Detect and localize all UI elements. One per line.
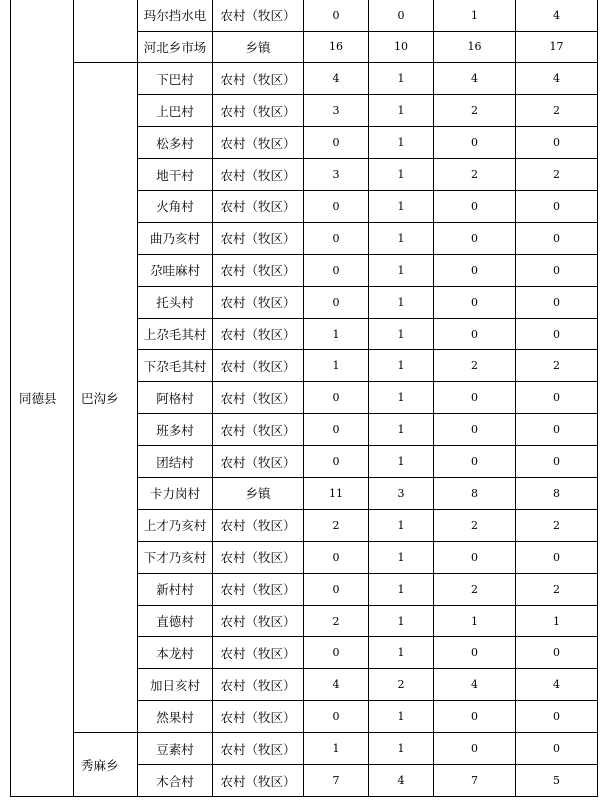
village-name-cell: 加日亥村 [138, 669, 213, 701]
area-type-cell: 农村（牧区） [213, 573, 304, 605]
value-cell: 8 [434, 478, 516, 510]
value-cell: 1 [369, 701, 434, 733]
area-type-cell: 农村（牧区） [213, 446, 304, 478]
value-cell: 0 [516, 382, 598, 414]
value-cell: 0 [304, 127, 369, 159]
value-cell: 2 [304, 605, 369, 637]
village-name-cell: 河北乡市场 [138, 31, 213, 63]
area-type-cell: 农村（牧区） [213, 159, 304, 191]
table-body [11, 0, 598, 797]
village-name-cell: 下才乃亥村 [138, 541, 213, 573]
value-cell: 0 [434, 222, 516, 254]
value-cell: 0 [516, 541, 598, 573]
value-cell: 1 [304, 318, 369, 350]
value-cell: 0 [434, 382, 516, 414]
area-type-cell: 农村（牧区） [213, 254, 304, 286]
area-type-cell: 农村（牧区） [213, 127, 304, 159]
area-type-cell: 乡镇 [213, 31, 304, 63]
value-cell: 0 [516, 127, 598, 159]
value-cell: 0 [304, 637, 369, 669]
village-name-cell: 火角村 [138, 191, 213, 223]
area-type-cell: 农村（牧区） [213, 637, 304, 669]
value-cell: 2 [516, 159, 598, 191]
value-cell: 4 [304, 669, 369, 701]
value-cell: 0 [516, 318, 598, 350]
value-cell: 2 [434, 573, 516, 605]
value-cell: 1 [434, 0, 516, 31]
value-cell: 2 [369, 669, 434, 701]
township-cell: 巴沟乡 [74, 63, 138, 733]
county-cell: 同德县 [11, 0, 74, 797]
village-name-cell: 玛尔挡水电 [138, 0, 213, 31]
value-cell: 0 [516, 286, 598, 318]
value-cell: 4 [516, 669, 598, 701]
village-name-cell: 卡力岗村 [138, 478, 213, 510]
village-name-cell: 托头村 [138, 286, 213, 318]
data-table-container [10, 0, 597, 797]
value-cell: 0 [516, 701, 598, 733]
value-cell: 4 [516, 0, 598, 31]
value-cell: 0 [304, 286, 369, 318]
value-cell: 0 [369, 0, 434, 31]
value-cell: 4 [516, 63, 598, 95]
area-type-cell: 农村（牧区） [213, 222, 304, 254]
value-cell: 1 [369, 191, 434, 223]
value-cell: 0 [304, 701, 369, 733]
area-type-cell: 农村（牧区） [213, 765, 304, 797]
area-type-cell: 农村（牧区） [213, 318, 304, 350]
area-type-cell: 农村（牧区） [213, 191, 304, 223]
value-cell: 1 [369, 414, 434, 446]
value-cell: 1 [369, 382, 434, 414]
value-cell: 1 [369, 222, 434, 254]
value-cell: 0 [434, 254, 516, 286]
village-data-table [10, 0, 598, 797]
value-cell: 0 [516, 414, 598, 446]
value-cell: 2 [434, 159, 516, 191]
value-cell: 1 [369, 541, 434, 573]
value-cell: 0 [434, 127, 516, 159]
area-type-cell: 农村（牧区） [213, 95, 304, 127]
value-cell: 1 [369, 350, 434, 382]
value-cell: 0 [304, 446, 369, 478]
village-name-cell: 木合村 [138, 765, 213, 797]
value-cell: 1 [369, 733, 434, 765]
value-cell: 7 [434, 765, 516, 797]
village-name-cell: 本龙村 [138, 637, 213, 669]
value-cell: 0 [516, 733, 598, 765]
value-cell: 0 [434, 701, 516, 733]
value-cell: 2 [434, 95, 516, 127]
village-name-cell: 直德村 [138, 605, 213, 637]
area-type-cell: 农村（牧区） [213, 669, 304, 701]
value-cell: 0 [304, 0, 369, 31]
township-cell: 秀麻乡 [74, 733, 138, 797]
table-row [11, 63, 598, 95]
value-cell: 0 [434, 318, 516, 350]
village-name-cell: 地干村 [138, 159, 213, 191]
value-cell: 7 [304, 765, 369, 797]
village-name-cell: 上尕毛其村 [138, 318, 213, 350]
area-type-cell: 农村（牧区） [213, 605, 304, 637]
village-name-cell: 然果村 [138, 701, 213, 733]
area-type-cell: 农村（牧区） [213, 286, 304, 318]
value-cell: 0 [516, 254, 598, 286]
table-row [11, 733, 598, 765]
value-cell: 1 [369, 446, 434, 478]
value-cell: 0 [434, 733, 516, 765]
village-name-cell: 豆素村 [138, 733, 213, 765]
village-name-cell: 班多村 [138, 414, 213, 446]
village-name-cell: 下尕毛其村 [138, 350, 213, 382]
value-cell: 3 [304, 159, 369, 191]
village-name-cell: 下巴村 [138, 63, 213, 95]
village-name-cell: 阿格村 [138, 382, 213, 414]
value-cell: 0 [304, 573, 369, 605]
value-cell: 8 [516, 478, 598, 510]
value-cell: 16 [304, 31, 369, 63]
village-name-cell: 曲乃亥村 [138, 222, 213, 254]
value-cell: 0 [434, 541, 516, 573]
value-cell: 0 [304, 254, 369, 286]
value-cell: 4 [434, 63, 516, 95]
value-cell: 1 [516, 605, 598, 637]
value-cell: 0 [434, 446, 516, 478]
area-type-cell: 农村（牧区） [213, 414, 304, 446]
value-cell: 0 [516, 222, 598, 254]
value-cell: 1 [369, 63, 434, 95]
area-type-cell: 农村（牧区） [213, 350, 304, 382]
value-cell: 11 [304, 478, 369, 510]
value-cell: 2 [516, 573, 598, 605]
value-cell: 4 [369, 765, 434, 797]
value-cell: 2 [434, 509, 516, 541]
value-cell: 5 [516, 765, 598, 797]
value-cell: 0 [516, 637, 598, 669]
value-cell: 2 [516, 95, 598, 127]
value-cell: 1 [369, 127, 434, 159]
value-cell: 1 [369, 95, 434, 127]
value-cell: 0 [516, 446, 598, 478]
value-cell: 0 [434, 286, 516, 318]
value-cell: 1 [304, 733, 369, 765]
value-cell: 1 [369, 159, 434, 191]
village-name-cell: 新村村 [138, 573, 213, 605]
value-cell: 0 [434, 414, 516, 446]
area-type-cell: 农村（牧区） [213, 382, 304, 414]
area-type-cell: 农村（牧区） [213, 701, 304, 733]
value-cell: 2 [304, 509, 369, 541]
village-name-cell: 团结村 [138, 446, 213, 478]
value-cell: 1 [369, 573, 434, 605]
area-type-cell: 农村（牧区） [213, 541, 304, 573]
value-cell: 1 [369, 509, 434, 541]
value-cell: 1 [369, 637, 434, 669]
area-type-cell: 农村（牧区） [213, 509, 304, 541]
value-cell: 1 [369, 318, 434, 350]
value-cell: 4 [304, 63, 369, 95]
value-cell: 1 [304, 350, 369, 382]
value-cell: 0 [516, 191, 598, 223]
value-cell: 4 [434, 669, 516, 701]
value-cell: 2 [434, 350, 516, 382]
value-cell: 1 [369, 605, 434, 637]
value-cell: 0 [304, 222, 369, 254]
area-type-cell: 农村（牧区） [213, 733, 304, 765]
value-cell: 3 [369, 478, 434, 510]
value-cell: 0 [434, 637, 516, 669]
area-type-cell: 农村（牧区） [213, 63, 304, 95]
value-cell: 1 [434, 605, 516, 637]
village-name-cell: 上才乃亥村 [138, 509, 213, 541]
village-name-cell: 松多村 [138, 127, 213, 159]
township-cell [74, 0, 138, 63]
value-cell: 0 [304, 541, 369, 573]
value-cell: 0 [304, 191, 369, 223]
value-cell: 2 [516, 350, 598, 382]
value-cell: 10 [369, 31, 434, 63]
value-cell: 16 [434, 31, 516, 63]
value-cell: 0 [434, 191, 516, 223]
area-type-cell: 乡镇 [213, 478, 304, 510]
value-cell: 17 [516, 31, 598, 63]
area-type-cell: 农村（牧区） [213, 0, 304, 31]
village-name-cell: 上巴村 [138, 95, 213, 127]
value-cell: 0 [304, 382, 369, 414]
value-cell: 3 [304, 95, 369, 127]
value-cell: 1 [369, 254, 434, 286]
value-cell: 1 [369, 286, 434, 318]
value-cell: 0 [304, 414, 369, 446]
value-cell: 2 [516, 509, 598, 541]
table-row [11, 0, 598, 31]
village-name-cell: 尕哇麻村 [138, 254, 213, 286]
